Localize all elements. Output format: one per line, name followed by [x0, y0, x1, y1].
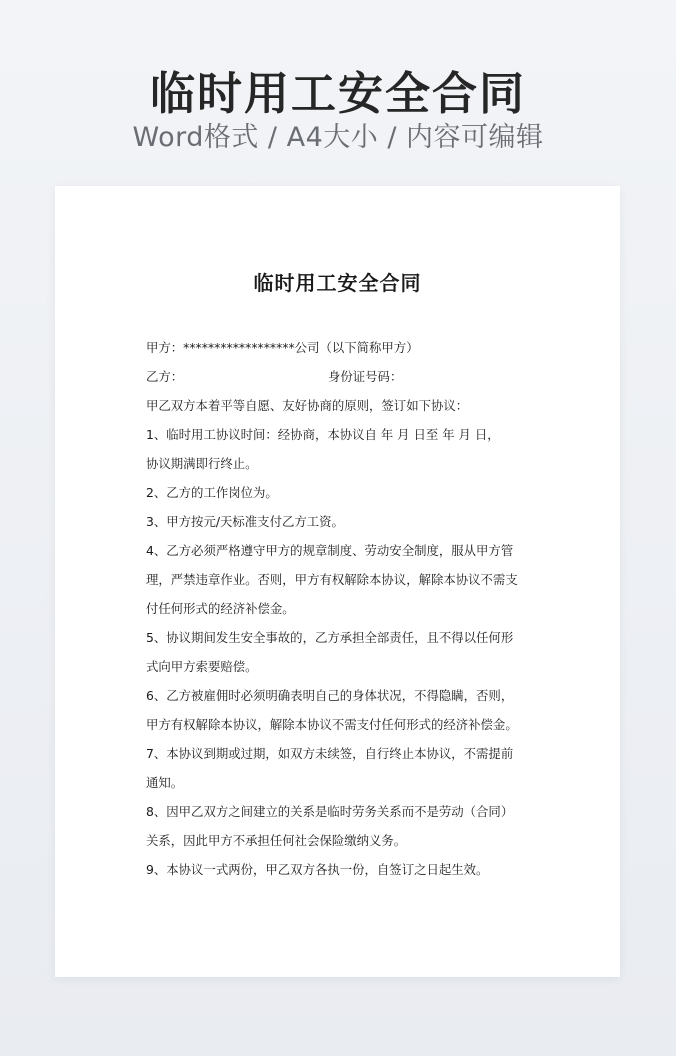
- clause-line: 3、甲方按元/天标准支付乙方工资。: [146, 514, 344, 529]
- banner-title: 临时用工安全合同: [149, 67, 526, 120]
- clause-line: 2、乙方的工作岗位为。: [146, 485, 278, 500]
- document-body: [146, 336, 531, 887]
- clause-line: 通知。: [146, 775, 184, 790]
- clause-line: 9、本协议一式两份，甲乙双方各执一份，自签订之日起生效。: [146, 862, 489, 877]
- clause-line: 协议期满即行终止。: [146, 456, 258, 471]
- clause-line: 1、临时用工协议时间：经协商，本协议自 年 月 日至 年 月 日，: [146, 427, 500, 442]
- document-title: 临时用工安全合同: [253, 271, 422, 295]
- party-b-line: [146, 365, 531, 394]
- clause-line: 关系，因此甲方不承担任何社会保险缴纳义务。: [146, 833, 407, 848]
- banner-subtitle: Word格式 / A4大小 / 内容可编辑: [132, 122, 544, 153]
- party-b-id-label: 身份证号码：: [328, 369, 403, 384]
- clause-line: 4、乙方必须严格遵守甲方的规章制度、劳动安全制度，服从甲方管: [146, 543, 514, 558]
- clause-line: 7、本协议到期或过期，如双方未续签，自行终止本协议，不需提前: [146, 746, 514, 761]
- party-a-line: 甲方：******************公司（以下简称甲方）: [146, 340, 419, 355]
- clause-line: 5、协议期间发生安全事故的，乙方承担全部责任，且不得以任何形: [146, 630, 514, 645]
- clause-line: 付任何形式的经济补偿金。: [146, 601, 295, 616]
- clause-line: 甲方有权解除本协议，解除本协议不需支付任何形式的经济补偿金。: [146, 717, 518, 732]
- header-banner: [0, 0, 676, 186]
- document-page: [55, 186, 620, 977]
- clause-line: 6、乙方被雇佣时必须明确表明自己的身体状况，不得隐瞒，否则，: [146, 688, 514, 703]
- party-b-label: 乙方：: [146, 369, 184, 384]
- clause-line: 甲乙双方本着平等自愿、友好协商的原则，签订如下协议：: [146, 398, 469, 413]
- clause-line: 8、因甲乙双方之间建立的关系是临时劳务关系而不是劳动（合同）: [146, 804, 514, 819]
- clause-line: 式向甲方索要赔偿。: [146, 659, 258, 674]
- clause-line: 理，严禁违章作业。否则，甲方有权解除本协议，解除本协议不需支: [146, 572, 518, 587]
